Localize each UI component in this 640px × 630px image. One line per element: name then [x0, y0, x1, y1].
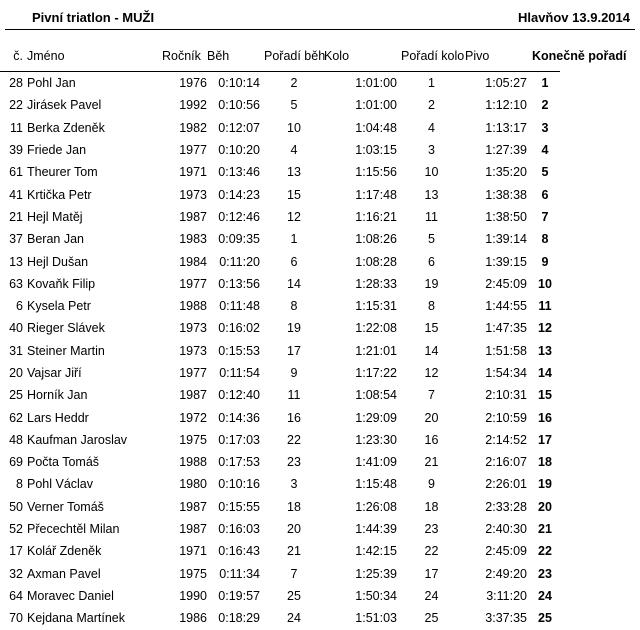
birth-year: 1971: [179, 165, 207, 180]
col-header-name: Jméno: [27, 49, 65, 63]
run-time: 0:11:34: [219, 566, 260, 581]
bike-rank: 6: [428, 254, 435, 269]
table-row: [0, 206, 560, 228]
run-time: 0:13:46: [218, 165, 260, 180]
col-header-final-rank: Konečně pořadí: [532, 49, 627, 63]
beer-time: 1:35:20: [485, 165, 527, 180]
start-number: 6: [16, 299, 23, 314]
table-row: [0, 94, 560, 116]
table-row: [0, 362, 560, 384]
table-row: [0, 340, 560, 362]
final-rank: 18: [538, 455, 552, 470]
table-row: [0, 183, 560, 205]
bike-rank: 1: [428, 76, 435, 91]
table-row: [0, 384, 560, 406]
run-rank: 16: [287, 410, 301, 425]
competitor-name: Axman Pavel: [27, 566, 101, 581]
bike-rank: 20: [424, 410, 439, 425]
bike-rank: 24: [424, 588, 439, 603]
run-rank: 15: [287, 187, 301, 202]
bike-rank: 10: [424, 165, 439, 180]
run-time: 0:12:07: [218, 120, 260, 135]
bike-time: 1:44:39: [355, 522, 397, 537]
run-rank: 1: [290, 232, 298, 247]
competitor-name: Berka Zdeněk: [27, 120, 105, 135]
beer-time: 2:10:31: [485, 388, 527, 403]
birth-year: 1971: [179, 544, 207, 559]
table-row: [0, 406, 560, 428]
start-number: 63: [9, 276, 23, 291]
beer-time: 2:45:09: [485, 544, 527, 559]
start-number: 28: [9, 76, 23, 91]
run-rank: 23: [287, 455, 301, 470]
run-time: 0:17:53: [218, 455, 260, 470]
final-rank: 7: [541, 209, 549, 224]
run-rank: 18: [287, 499, 301, 514]
bike-time: 1:41:09: [355, 455, 397, 470]
bike-time: 1:15:48: [355, 477, 397, 492]
birth-year: 1975: [179, 432, 207, 447]
run-rank: 21: [287, 544, 301, 559]
birth-year: 1988: [179, 299, 207, 314]
bike-rank: 9: [428, 477, 435, 492]
beer-time: 2:45:09: [485, 276, 527, 291]
col-header-year: Ročník: [162, 49, 201, 63]
final-rank: 2: [541, 98, 549, 113]
run-time: 0:14:36: [218, 410, 260, 425]
start-number: 13: [9, 254, 23, 269]
bike-rank: 2: [428, 98, 435, 113]
bike-time: 1:28:33: [355, 276, 397, 291]
run-time: 0:16:02: [218, 321, 260, 336]
bike-rank: 12: [424, 366, 439, 380]
page-title: Pivní triatlon - MUŽI: [32, 10, 155, 25]
final-rank: 4: [541, 143, 549, 158]
bike-time: 1:15:31: [355, 299, 397, 314]
final-rank: 21: [538, 522, 552, 537]
table-row: [0, 518, 560, 540]
bike-time: 1:04:48: [355, 120, 397, 135]
birth-year: 1977: [179, 143, 207, 158]
run-rank: 25: [287, 588, 301, 603]
final-rank: 3: [541, 120, 549, 135]
run-rank: 12: [287, 209, 301, 224]
final-rank: 19: [538, 477, 552, 492]
bike-rank: 16: [424, 432, 439, 447]
final-rank: 5: [541, 165, 549, 180]
bike-rank: 23: [424, 522, 439, 537]
final-rank: 12: [538, 321, 552, 336]
birth-year: 1973: [179, 343, 207, 358]
start-number: 64: [9, 588, 23, 603]
bike-rank: 21: [424, 455, 439, 470]
run-rank: 17: [287, 343, 301, 358]
bike-time: 1:22:08: [355, 321, 397, 336]
run-time: 0:10:56: [218, 98, 260, 113]
run-rank: 4: [290, 143, 298, 158]
bike-time: 1:08:28: [355, 254, 397, 269]
beer-time: 2:16:07: [485, 455, 527, 470]
competitor-name: Přecechtěl Milan: [27, 522, 120, 537]
bike-time: 1:50:34: [355, 588, 397, 603]
final-rank: 15: [538, 388, 552, 403]
competitor-name: Kysela Petr: [27, 299, 91, 314]
birth-year: 1975: [179, 566, 207, 581]
birth-year: 1988: [179, 455, 207, 470]
run-rank: 22: [287, 432, 301, 447]
birth-year: 1987: [179, 209, 207, 224]
run-time: 0:09:35: [218, 232, 260, 247]
bike-time: 1:25:39: [355, 566, 397, 581]
start-number: 8: [16, 477, 23, 492]
start-number: 69: [9, 455, 23, 470]
bike-time: 1:17:22: [355, 366, 397, 380]
final-rank: 9: [541, 254, 549, 269]
col-header-run: Běh: [207, 49, 230, 63]
birth-year: 1980: [179, 477, 207, 492]
table-row: [0, 540, 560, 562]
start-number: 39: [9, 143, 23, 158]
start-number: 31: [9, 343, 23, 358]
beer-time: 1:47:35: [485, 321, 527, 336]
beer-time: 1:39:15: [485, 254, 527, 269]
run-time: 0:11:20: [219, 254, 260, 269]
beer-time: 2:10:59: [485, 410, 527, 425]
birth-year: 1972: [179, 410, 207, 425]
table-row: [0, 228, 560, 250]
start-number: 17: [9, 544, 23, 559]
start-number: 21: [9, 209, 23, 224]
col-header-run-rank: Pořadí běh: [264, 49, 326, 63]
run-rank: 19: [287, 321, 301, 336]
competitor-name: Friede Jan: [27, 143, 87, 158]
final-rank: 14: [538, 366, 552, 380]
run-time: 0:18:29: [218, 611, 260, 626]
col-header-beer: Pivo: [465, 49, 490, 63]
run-time: 0:17:03: [218, 432, 260, 447]
final-rank: 22: [538, 544, 552, 559]
start-number: 20: [9, 366, 23, 380]
beer-time: 1:05:27: [485, 76, 527, 91]
table-row: [0, 295, 560, 317]
final-rank: 8: [541, 232, 549, 247]
start-number: 32: [9, 566, 23, 581]
bike-time: 1:26:08: [355, 499, 397, 514]
run-rank: 24: [287, 611, 301, 626]
run-time: 0:15:53: [218, 343, 260, 358]
run-rank: 3: [290, 477, 298, 492]
final-rank: 16: [538, 410, 552, 425]
birth-year: 1977: [179, 366, 207, 380]
start-number: 22: [9, 98, 23, 113]
run-rank: 20: [287, 522, 301, 537]
bike-rank: 15: [424, 321, 439, 336]
beer-time: 1:44:55: [485, 299, 527, 314]
table-row: [0, 429, 560, 451]
run-rank: 9: [290, 366, 298, 380]
birth-year: 1987: [179, 522, 207, 537]
run-time: 0:11:54: [219, 366, 260, 380]
start-number: 52: [9, 522, 23, 537]
competitor-name: Kovaňk Filip: [27, 276, 96, 291]
birth-year: 1990: [179, 588, 207, 603]
bike-time: 1:51:03: [355, 611, 397, 626]
birth-year: 1973: [179, 321, 207, 336]
run-rank: 5: [290, 98, 298, 113]
competitor-name: Kaufman Jaroslav: [27, 432, 128, 447]
competitor-name: Kejdana Martínek: [27, 611, 125, 626]
beer-time: 3:11:20: [486, 588, 527, 603]
table-row: [0, 250, 560, 272]
final-rank: 6: [541, 187, 549, 202]
page-header: [0, 10, 640, 28]
start-number: 37: [9, 232, 23, 247]
bike-time: 1:03:15: [355, 143, 397, 158]
run-time: 0:13:56: [218, 276, 260, 291]
final-rank: 13: [538, 343, 552, 358]
beer-time: 1:27:39: [485, 143, 527, 158]
final-rank: 23: [538, 566, 552, 581]
run-time: 0:16:03: [218, 522, 260, 537]
col-header-number: č.: [13, 49, 23, 63]
competitor-name: Kolář Zdeněk: [27, 544, 102, 559]
table-row: [0, 451, 560, 473]
birth-year: 1977: [179, 276, 207, 291]
col-header-bike-rank: Pořadí kolo: [401, 49, 465, 63]
birth-year: 1983: [179, 232, 207, 247]
start-number: 61: [9, 165, 23, 180]
run-rank: 2: [290, 76, 298, 91]
table-row: [0, 139, 560, 161]
beer-time: 2:14:52: [485, 432, 527, 447]
bike-time: 1:01:00: [355, 98, 397, 113]
competitor-name: Pohl Václav: [27, 477, 94, 492]
birth-year: 1982: [179, 120, 207, 135]
run-time: 0:10:16: [218, 477, 260, 492]
birth-year: 1986: [179, 611, 207, 626]
birth-year: 1984: [179, 254, 207, 269]
bike-time: 1:15:56: [355, 165, 397, 180]
table-row: [0, 563, 560, 585]
bike-rank: 5: [428, 232, 435, 247]
competitor-name: Moravec Daniel: [27, 588, 114, 603]
start-number: 50: [9, 499, 23, 514]
beer-time: 1:39:14: [485, 232, 527, 247]
competitor-name: Theurer Tom: [27, 165, 98, 180]
competitor-name: Počta Tomáš: [27, 455, 100, 470]
header-rule: [5, 29, 635, 30]
beer-time: 1:13:17: [485, 120, 527, 135]
table-row: [0, 607, 560, 629]
run-rank: 10: [287, 120, 301, 135]
beer-time: 1:38:50: [485, 209, 527, 224]
run-rank: 11: [287, 388, 301, 403]
bike-rank: 25: [424, 611, 439, 626]
bike-rank: 8: [428, 299, 435, 314]
start-number: 48: [9, 432, 23, 447]
run-time: 0:11:48: [219, 299, 260, 314]
run-rank: 13: [287, 165, 301, 180]
run-time: 0:12:46: [218, 209, 260, 224]
competitor-name: Lars Heddr: [27, 410, 89, 425]
start-number: 40: [9, 321, 23, 336]
birth-year: 1987: [179, 499, 207, 514]
beer-time: 2:40:30: [485, 522, 527, 537]
table-row: [0, 273, 560, 295]
bike-time: 1:29:09: [355, 410, 397, 425]
bike-time: 1:01:00: [355, 76, 397, 91]
bike-rank: 19: [424, 276, 439, 291]
beer-time: 1:38:38: [485, 187, 527, 202]
birth-year: 1976: [179, 76, 207, 91]
competitor-name: Horník Jan: [27, 388, 88, 403]
event-place-date: Hlavňov 13.9.2014: [517, 10, 630, 25]
run-time: 0:10:20: [218, 143, 260, 158]
table-row: [0, 161, 560, 183]
start-number: 41: [9, 187, 23, 202]
start-number: 25: [9, 388, 23, 403]
bike-time: 1:17:48: [355, 187, 397, 202]
table-row: [0, 585, 560, 607]
start-number: 70: [9, 611, 23, 626]
bike-time: 1:21:01: [355, 343, 397, 358]
competitor-name: Hejl Matěj: [27, 209, 83, 224]
final-rank: 25: [538, 611, 552, 626]
bike-rank: 11: [425, 209, 438, 224]
competitor-name: Pohl Jan: [27, 76, 76, 91]
bike-time: 1:08:54: [355, 388, 397, 403]
final-rank: 10: [538, 276, 552, 291]
start-number: 11: [10, 120, 23, 135]
beer-time: 1:54:34: [485, 366, 527, 380]
bike-time: 1:08:26: [355, 232, 397, 247]
bike-rank: 3: [428, 143, 435, 158]
beer-time: 2:33:28: [485, 499, 527, 514]
run-time: 0:15:55: [218, 499, 260, 514]
results-table: [0, 49, 627, 629]
beer-time: 1:12:10: [485, 98, 527, 113]
birth-year: 1987: [179, 388, 207, 403]
competitor-name: Steiner Martin: [27, 343, 105, 358]
competitor-name: Vajsar Jiří: [27, 366, 82, 380]
final-rank: 20: [538, 499, 552, 514]
bike-rank: 22: [424, 544, 439, 559]
bike-time: 1:42:15: [355, 544, 397, 559]
run-time: 0:16:43: [218, 544, 260, 559]
run-time: 0:10:14: [218, 76, 260, 91]
birth-year: 1992: [179, 98, 207, 113]
competitor-name: Beran Jan: [27, 232, 84, 247]
competitor-name: Krtička Petr: [27, 187, 92, 202]
bike-rank: 7: [428, 388, 435, 403]
col-header-bike: Kolo: [324, 49, 350, 63]
final-rank: 24: [538, 588, 552, 603]
beer-time: 3:37:35: [485, 611, 527, 626]
competitor-name: Hejl Dušan: [27, 254, 89, 269]
table-row: [0, 317, 560, 339]
final-rank: 1: [541, 76, 549, 91]
table-row: [0, 72, 560, 95]
competitor-name: Rieger Slávek: [27, 321, 105, 336]
run-time: 0:12:40: [218, 388, 260, 403]
competitor-name: Jirásek Pavel: [27, 98, 102, 113]
beer-time: 2:49:20: [485, 566, 527, 581]
birth-year: 1973: [179, 187, 207, 202]
table-row: [0, 117, 560, 139]
bike-time: 1:16:21: [355, 209, 397, 224]
beer-time: 1:51:58: [485, 343, 527, 358]
final-rank: 11: [538, 299, 552, 314]
competitor-name: Verner Tomáš: [27, 499, 104, 514]
final-rank: 17: [538, 432, 552, 447]
run-rank: 8: [290, 299, 298, 314]
table-row: [0, 496, 560, 518]
bike-rank: 13: [424, 187, 439, 202]
table-header-row: [0, 49, 560, 72]
table-row: [0, 473, 560, 495]
run-time: 0:14:23: [218, 187, 260, 202]
start-number: 62: [9, 410, 23, 425]
bike-time: 1:23:30: [355, 432, 397, 447]
bike-rank: 17: [424, 566, 439, 581]
bike-rank: 14: [424, 343, 439, 358]
beer-time: 2:26:01: [485, 477, 527, 492]
bike-rank: 4: [428, 120, 435, 135]
run-rank: 7: [290, 566, 298, 581]
run-time: 0:19:57: [218, 588, 260, 603]
run-rank: 14: [287, 276, 301, 291]
bike-rank: 18: [424, 499, 439, 514]
run-rank: 6: [290, 254, 298, 269]
